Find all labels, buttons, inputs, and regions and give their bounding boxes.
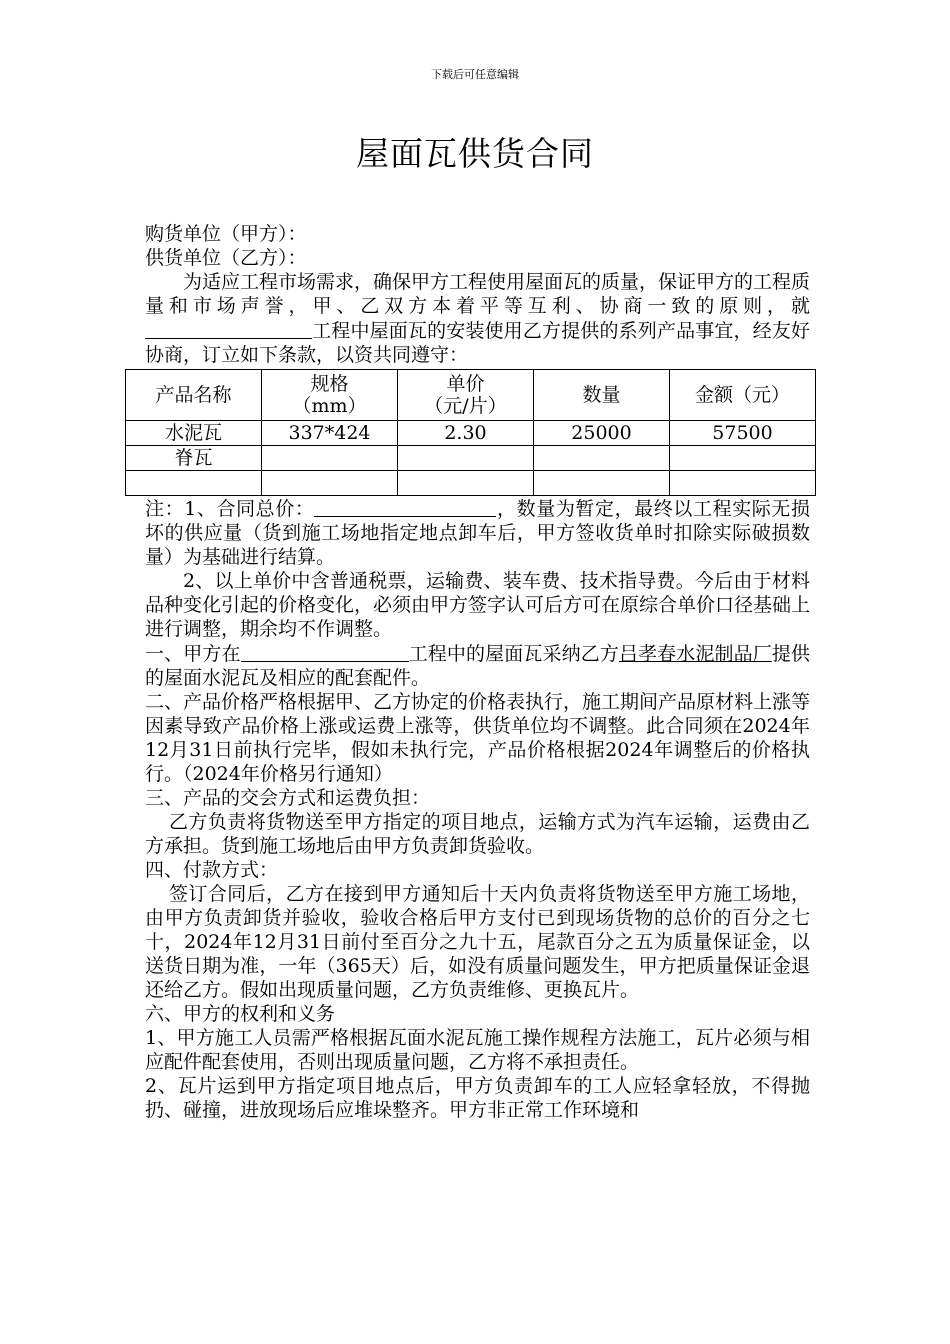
- cell-product-name: [126, 471, 262, 496]
- cell-unit-price: [398, 446, 534, 471]
- intro-paragraph: [145, 270, 810, 367]
- note-1-text-2: ，数量为暂定，最终以工程实际无损坏的供应量（货到施工场地指定地点卸车后，甲方签收货单时扣除实际破损数量）为基础进行结算。: [145, 498, 810, 568]
- contract-body: [145, 222, 810, 1122]
- note-1: [145, 496, 810, 569]
- clause-3-body: 乙方负责将货物送至甲方指定的项目地点，运输方式为汽车运输，运费由乙方承担。货到施工场地后由甲方负责卸货验收。: [145, 811, 810, 857]
- note-1-text-1: 注：1、合同总价：: [145, 498, 315, 520]
- cell-amount: [670, 471, 816, 496]
- cell-unit-price: 2.30: [398, 421, 534, 446]
- header-product-name: 产品名称: [126, 370, 262, 421]
- header-quantity: 数量: [534, 370, 670, 421]
- clause-6-title: 六、甲方的权利和义务: [145, 1003, 336, 1025]
- cell-spec: [262, 471, 398, 496]
- cell-quantity: 25000: [534, 421, 670, 446]
- buyer-label: 购货单位（甲方）：: [145, 223, 307, 245]
- clause-4-title: 四、付款方式：: [145, 859, 279, 881]
- cell-amount: [670, 446, 816, 471]
- clause-4-body: 签订合同后，乙方在接到甲方通知后十天内负责将货物送至甲方施工场地，由甲方负责卸货并验收，验收合格后甲方支付已到现场货物的总价的百分之七十，2024年12月31日前付至百分之九十五，尾款百分之五为质量保证金，以送货日期为准，一年（365天）后，如没有质量问题发生，甲方把质量保证金退还给乙方。假如出现质量问题，乙方负责维修、更换瓦片。: [145, 883, 810, 1001]
- total-price-blank[interactable]: [314, 496, 496, 517]
- clause-1-text-1: 一、甲方在: [145, 643, 241, 665]
- cell-spec: 337*424: [262, 421, 398, 446]
- clause-3-title: 三、产品的交会方式和运费负担：: [145, 787, 431, 809]
- clause-1-text-2: 工程中的屋面瓦采纳乙方: [408, 643, 619, 665]
- header-unit-price: 单价 （元/片）: [398, 370, 534, 421]
- project-name-blank-1[interactable]: [145, 318, 312, 339]
- clause-1: [145, 641, 810, 690]
- project-name-blank-2[interactable]: [241, 641, 409, 662]
- table-row: [126, 446, 816, 471]
- clause-1-text-3: 提供的屋面水泥瓦及相应的配套配件。: [145, 643, 810, 689]
- cell-spec: [262, 446, 398, 471]
- note-2: 2、以上单价中含普通税票，运输费、装车费、技术指导费。今后由于材料品种变化引起的价格变化，必须由甲方签字认可后方可在原综合单价口径基础上进行调整，期余均不作调整。: [145, 570, 811, 640]
- cell-product-name: 脊瓦: [126, 446, 262, 471]
- clause-6-item-2: 2、瓦片运到甲方指定项目地点后，甲方负责卸车的工人应轻拿轻放，不得抛扔、碰撞，进放现场后应堆垛整齐。甲方非正常工作环境和: [145, 1075, 810, 1121]
- clause-2: 二、产品价格严格根据甲、乙方协定的价格表执行，施工期间产品原材料上涨等因素导致产品价格上涨或运费上涨等，供货单位均不调整。此合同须在2024年12月31日前执行完毕，假如未执行完，产品价格根据2024年调整后的价格执行。（2024年价格另行通知）: [145, 691, 811, 785]
- cell-unit-price: [398, 471, 534, 496]
- table-row: [126, 471, 816, 496]
- supplier-label: 供货单位（乙方）：: [145, 247, 307, 269]
- table-header-row: [126, 370, 816, 421]
- supplier-name: 吕孝春水泥制品厂: [618, 643, 772, 665]
- table-row: [126, 421, 816, 446]
- cell-quantity: [534, 471, 670, 496]
- cell-product-name: 水泥瓦: [126, 421, 262, 446]
- product-table: [125, 369, 816, 496]
- header-note: 下载后可任意编辑: [431, 68, 519, 81]
- cell-amount: 57500: [670, 421, 816, 446]
- intro-text-2: 工程中屋面瓦的安装使用乙方提供的系列产品事宜，经友好协商，订立如下条款，以资共同遵守：: [145, 320, 810, 366]
- header-spec: 规格 （mm）: [262, 370, 398, 421]
- clause-6-item-1: 1、甲方施工人员需严格根据瓦面水泥瓦施工操作规程方法施工，瓦片必须与相应配件配套使用，否则出现质量问题，乙方将不承担责任。: [145, 1027, 810, 1073]
- cell-quantity: [534, 446, 670, 471]
- document-title: 屋面瓦供货合同: [356, 134, 594, 173]
- intro-text-1: 为适应工程市场需求，确保甲方工程使用屋面瓦的质量，保证甲方的工程质量和市场声誉，甲、乙双方本着平等互利、协商一致的原则，就: [145, 271, 811, 317]
- header-amount: 金额（元）: [670, 370, 816, 421]
